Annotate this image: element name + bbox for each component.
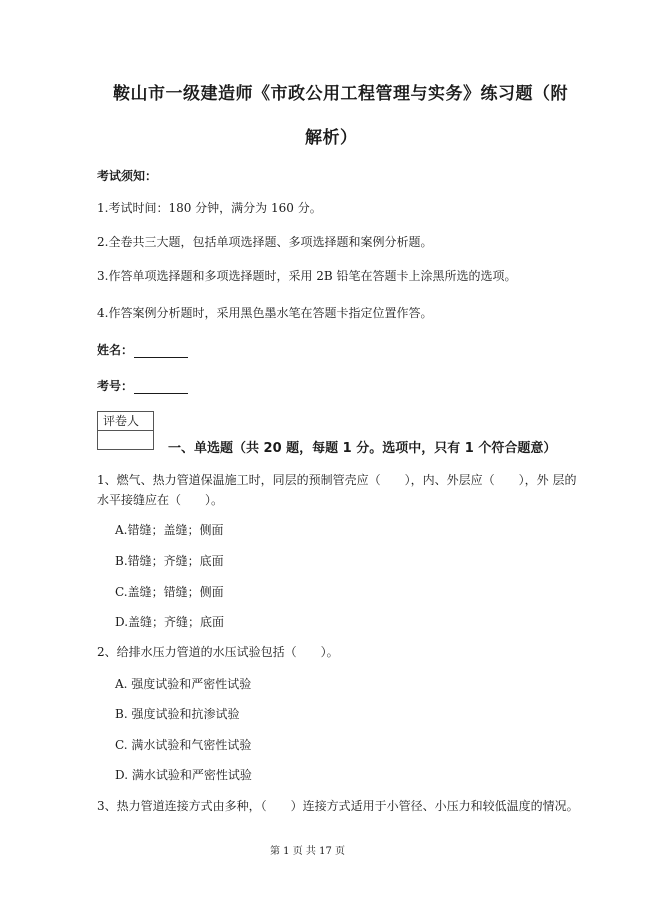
page-footer: 第 1 页 共 17 页 (270, 846, 345, 857)
question-2-option-b: B. 强度试验和抗渗试验 (115, 707, 240, 721)
question-1-stem-line1: 1、燃气、热力管道保温施工时，同层的预制管壳应（ ），内、外层应（ ），外 层的 (97, 473, 577, 487)
notice-item-3: 3.作答单项选择题和多项选择题时，采用 2B 铅笔在答题卡上涂黑所选的选项。 (97, 269, 517, 283)
id-field[interactable] (97, 377, 188, 394)
question-1-option-b: B.错缝；齐缝；底面 (115, 554, 224, 568)
grader-label: 评卷人 (98, 412, 153, 431)
document-title-line1: 鞍山市一级建造师《市政公用工程管理与实务》练习题（附 (113, 84, 568, 104)
name-label: 姓名： (97, 343, 134, 357)
question-2-option-c: C. 满水试验和气密性试验 (115, 738, 252, 752)
grader-box (97, 411, 154, 450)
notice-heading: 考试须知： (97, 169, 158, 183)
question-3-stem: 3、热力管道连接方式由多种，（ ）连接方式适用于小管径、小压力和较低温度的情况。 (97, 799, 579, 813)
name-field[interactable] (97, 341, 188, 358)
question-2-option-a: A. 强度试验和严密性试验 (115, 677, 252, 691)
name-underline[interactable] (134, 345, 188, 358)
question-1-stem-line2: 水平接缝应在（ ）。 (97, 493, 224, 507)
question-2-option-d: D. 满水试验和严密性试验 (115, 768, 252, 782)
question-1-option-c: C.盖缝；错缝；侧面 (115, 585, 224, 599)
notice-item-1: 1.考试时间：180 分钟，满分为 160 分。 (97, 201, 322, 215)
question-1-option-a: A.错缝；盖缝；侧面 (115, 523, 224, 537)
id-underline[interactable] (134, 381, 188, 394)
question-2-stem: 2、给排水压力管道的水压试验包括（ ）。 (97, 645, 339, 659)
notice-item-2: 2.全卷共三大题，包括单项选择题、多项选择题和案例分析题。 (97, 235, 433, 249)
document-title-line2: 解析） (305, 128, 358, 148)
notice-item-4: 4.作答案例分析题时，采用黑色墨水笔在答题卡指定位置作答。 (97, 306, 433, 320)
question-1-option-d: D.盖缝；齐缝；底面 (115, 615, 225, 629)
section-heading: 一、单选题（共 20 题，每题 1 分。选项中，只有 1 个符合题意） (168, 441, 557, 456)
id-label: 考号： (97, 379, 134, 393)
